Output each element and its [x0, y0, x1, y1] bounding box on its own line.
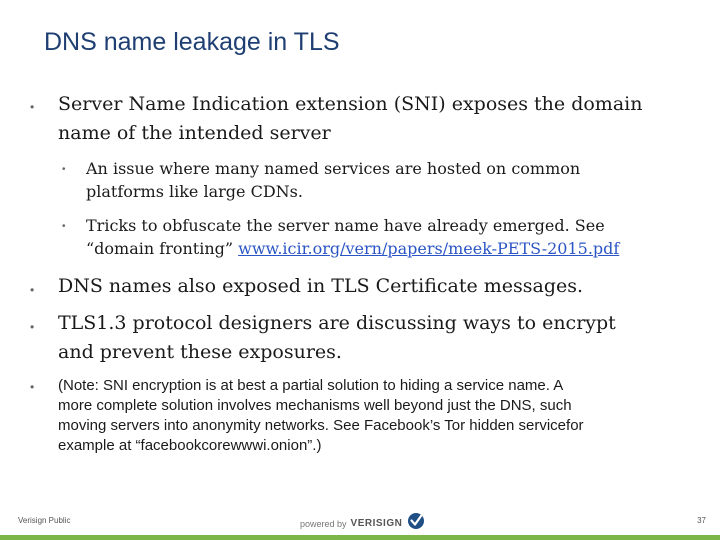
powered-by-text: powered by — [300, 518, 347, 529]
sub-bullet-icon: • — [62, 164, 66, 175]
bullet-sni — [58, 90, 698, 148]
bullet-icon: • — [30, 380, 35, 394]
bullet-icon: • — [30, 320, 35, 334]
bullet-line: Server Name Indication extension (SNI) exposes the domain — [58, 93, 643, 115]
bullet-note — [58, 376, 698, 456]
bullet-line: An issue where many named services are hosted on common — [86, 159, 581, 178]
bullet-line: more complete solution involves mechanisms well beyond just the DNS, such — [58, 397, 572, 414]
sub-bullet-icon: • — [62, 221, 66, 232]
bullet-line: TLS1.3 protocol designers are discussing ways to encrypt — [58, 312, 616, 334]
bullet-line: and prevent these exposures. — [58, 341, 342, 363]
bullet-icon: • — [30, 100, 35, 114]
verisign-check-icon — [406, 512, 426, 535]
sub-bullet-fronting — [86, 214, 686, 260]
bullet-line: Tricks to obfuscate the server name have already emerged. See — [86, 216, 605, 235]
accent-bar — [0, 535, 720, 540]
brand-text: VERISIGN — [350, 518, 403, 529]
paper-link[interactable]: www.icir.org/vern/papers/meek-PETS-2015.pdf — [238, 239, 620, 258]
sub-bullet-cdn — [86, 157, 686, 203]
bullet-text: “domain fronting” — [86, 239, 239, 258]
bullet-line — [86, 237, 686, 260]
bullet-tls13 — [58, 309, 698, 367]
page-number: 37 — [697, 516, 706, 525]
bullet-line: name of the intended server — [58, 122, 331, 144]
bullet-line: (Note: SNI encryption is at best a partial solution to hiding a service name. A — [58, 377, 564, 394]
footer-classification: Verisign Public — [18, 516, 71, 525]
bullet-line: platforms like large CDNs. — [86, 182, 303, 201]
verisign-logo — [300, 512, 426, 535]
bullet-icon: • — [30, 283, 35, 297]
bullet-line: moving servers into anonymity networks. See Facebook’s Tor hidden servicefor — [58, 417, 584, 434]
bullet-certificates: DNS names also exposed in TLS Certificate messages. — [58, 275, 584, 297]
slide-title: DNS name leakage in TLS — [44, 28, 340, 56]
bullet-line: example at “facebookcorewwwi.onion”.) — [58, 437, 322, 454]
